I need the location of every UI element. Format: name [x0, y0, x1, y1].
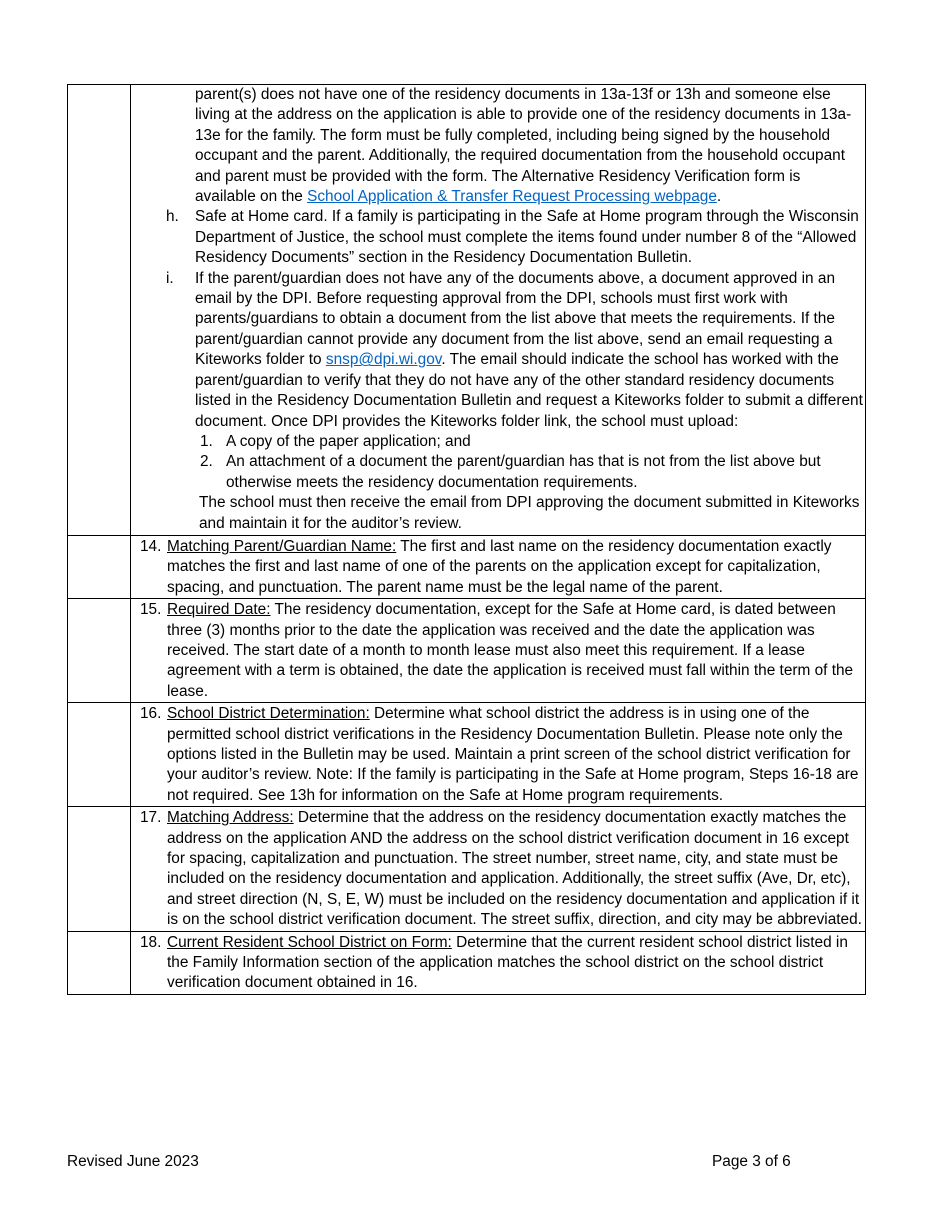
empty-cell: [68, 535, 131, 598]
empty-cell: [68, 931, 131, 994]
step-16-cell: [131, 703, 866, 807]
step-17: 17. Matching Address: Determine that the address on the residency documentation exactly matches the address on the application AND the address on the school district verification document in 16 except for spacing, capitalization and punctuation. The street number, street name, city, and state must be included on the residency documentation and application. Additionally, the street suffix (Ave, Dr, etc), and street direction (N, S, E, W) must be included on the residency documentation and application if it is on the school district verification document. The street suffix, direction, and city may be abbreviated.: [140, 809, 862, 929]
item-13i: [131, 269, 865, 432]
empty-cell: [68, 85, 131, 536]
item-13i-text: If the parent/guardian does not have any of the documents above, a document approved in an email by the DPI. Before requesting approval from the DPI, schools must first work with parents/guardians to obtain a document from the list above that meets the requirements. If the parent/guardian cannot provide any document from the list above, send an email requesting a Kiteworks folder to snsp@dpi.wi.gov. The email should indicate the school has worked with the parent/guardian to verify that they do not have any of the other standard residency documents listed in the Residency Documentation Bulletin and request a Kiteworks folder to submit a different document. Once DPI provides the Kiteworks folder link, the school must upload:: [195, 269, 863, 430]
step-16: 16. School District Determination: Determine what school district the address is in using one of the permitted school district verifications in the Residency Documentation Bulletin. Please note only the options listed in the Bulletin may be used. Maintain a print screen of the school district verification for your auditor’s review. Note: If the family is participating in the Safe at Home program, Steps 16-18 are not required. See 13h for information on the Safe at Home program requirements.: [140, 705, 859, 804]
item-13g-continuation: parent(s) does not have one of the residency documents in 13a-13f or 13h and someone else living at the address on the application is able to provide one of the residency documents in 13a-13e for the family. The form must be fully completed, including being signed by the household occupant and the parent. Additionally, the required documentation from the household occupant and parent must be provided with the form. The Alternative Residency Verification form is available on the School Application & Transfer Request Processing webpage.: [195, 86, 852, 206]
table-row: [68, 931, 866, 994]
step-14: 14. Matching Parent/Guardian Name: The first and last name on the residency documentation exactly matches the first and last name of one of the parents on the application except for capitalization, spacing, and punctuation. The parent name must be the legal name of the parent.: [140, 537, 832, 596]
empty-cell: [68, 703, 131, 807]
step-title: School District Determination:: [167, 705, 370, 723]
step-title: Required Date:: [167, 601, 271, 619]
item-13i-closing-text: The school must then receive the email from DPI approving the document submitted in Kiteworks and maintain it for the auditor’s review.: [199, 494, 860, 532]
step-18: 18. Current Resident School District on Form: Determine that the current resident school district listed in the Family Information section of the application matches the school district on the school district verification document obtained in 16.: [140, 933, 848, 992]
item-13i-label: i.: [166, 269, 174, 287]
school-application-webpage-link[interactable]: School Application & Transfer Request Processing webpage: [307, 188, 717, 206]
step-15: 15. Required Date: The residency documentation, except for the Safe at Home card, is dated between three (3) months prior to the date the application was received and the date the application was received. The start date of a month to month lease must also meet this requirement. If a lease agreement with a term is obtained, the date the application is received must fall within the term of the lease.: [140, 601, 854, 700]
step-14-cell: [131, 535, 866, 598]
email-link[interactable]: snsp@dpi.wi.gov: [325, 351, 442, 369]
table-row: [68, 85, 866, 536]
empty-cell: [68, 599, 131, 703]
step-title: Matching Parent/Guardian Name:: [167, 537, 397, 555]
step-title: Matching Address:: [167, 809, 294, 827]
list-item: 1. A copy of the paper application; and: [200, 432, 471, 450]
item-13h: [131, 207, 865, 268]
procedure-table: [67, 84, 866, 995]
page-number: Page 3 of 6: [712, 1153, 791, 1170]
table-row: [68, 599, 866, 703]
list-item: 2. An attachment of a document the parent/guardian has that is not from the list above but otherwise meets the residency documentation requirements.: [200, 453, 821, 491]
item-13h-label: h.: [166, 208, 179, 226]
table-row: [68, 807, 866, 931]
step-title: Current Resident School District on Form:: [167, 933, 452, 951]
revised-date: Revised June 2023: [67, 1153, 199, 1170]
step-17-cell: [131, 807, 866, 931]
table-row: [68, 703, 866, 807]
item-13h-text: Safe at Home card. If a family is participating in the Safe at Home program through the Wisconsin Department of Justice, the school must complete the items found under number 8 of the “Allowed Residency Documents” section in the Residency Documentation Bulletin.: [195, 208, 859, 267]
table-row: [68, 535, 866, 598]
item-13-cell: [131, 85, 866, 536]
step-15-cell: [131, 599, 866, 703]
empty-cell: [68, 807, 131, 931]
step-18-cell: [131, 931, 866, 994]
